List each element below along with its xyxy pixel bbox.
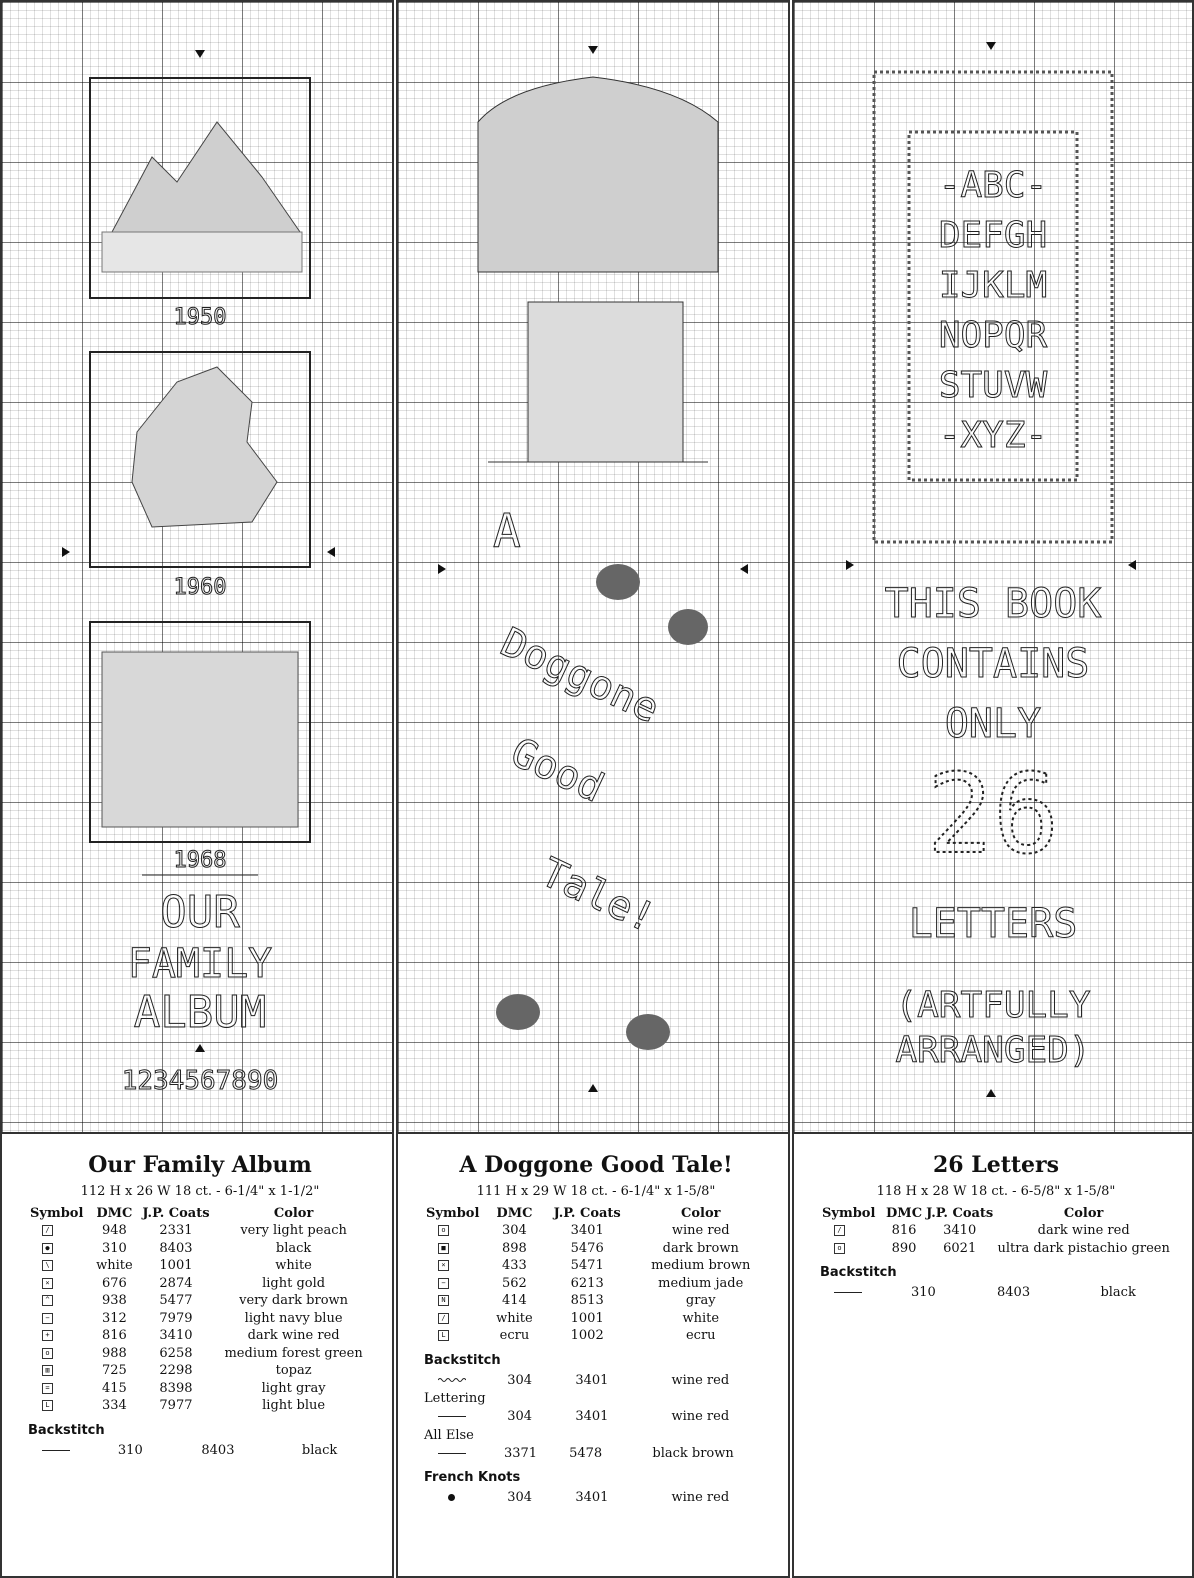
stitch-symbol-icon: / [42, 1225, 53, 1236]
key-title: A Doggone Good Tale! [459, 1152, 733, 1178]
floss-table [424, 1205, 768, 1345]
line-26: 26 [926, 750, 1060, 878]
panel-our-family-album [0, 0, 394, 1578]
dmc-value: 310 [117, 1442, 143, 1458]
stitch-symbol-icon: o [834, 1243, 845, 1254]
year-1950: 1950 [173, 305, 227, 330]
backstitch-line-icon [438, 1453, 466, 1454]
jp-value: 8403 [997, 1285, 1031, 1300]
line-our: OUR [160, 887, 240, 938]
table-row [28, 1442, 372, 1460]
stitch-symbol-icon: × [42, 1278, 53, 1289]
header-dmc: DMC [496, 1206, 533, 1221]
alphabet-line: STUVW [938, 365, 1048, 406]
french-knot-dot-icon [448, 1494, 455, 1501]
color-value: wine red [671, 1490, 730, 1505]
jp-value: 1001 [159, 1258, 193, 1273]
color-value: black [301, 1442, 338, 1458]
alphabet-line: DEFGH [938, 215, 1048, 256]
header-symbol: Symbol [30, 1206, 84, 1221]
dmc-value: 816 [891, 1223, 917, 1238]
dmc-value: 304 [507, 1372, 533, 1388]
center-marker-left [62, 547, 70, 557]
color-value: wine red [671, 1223, 730, 1238]
dmc-value: 938 [101, 1293, 127, 1308]
dmc-value: 304 [507, 1490, 533, 1505]
table-row [424, 1257, 768, 1275]
table-row [28, 1362, 372, 1380]
chart-grid [2, 2, 392, 1134]
floss-table [820, 1205, 1172, 1257]
color-value: black [1100, 1285, 1136, 1300]
dmc-value: white [496, 1310, 533, 1326]
line-only: ONLY [944, 701, 1042, 747]
header-color: Color [273, 1206, 314, 1221]
stitch-symbol-icon: = [42, 1383, 53, 1394]
jp-value: 5471 [570, 1258, 604, 1273]
color-key [794, 1134, 1192, 1576]
french-knots-heading: French Knots [424, 1470, 521, 1485]
pawprint-icon [668, 609, 708, 645]
header-symbol: Symbol [426, 1206, 480, 1221]
jp-value: 2874 [159, 1275, 193, 1291]
jp-value: 8513 [570, 1293, 604, 1308]
color-value: gray [685, 1293, 716, 1308]
table-row [28, 1222, 372, 1240]
dmc-value: 676 [101, 1275, 127, 1291]
dmc-value: 988 [101, 1345, 127, 1361]
table-row [424, 1372, 768, 1390]
line-album: ALBUM [133, 987, 267, 1038]
header-jp: J.P. Coats [553, 1206, 621, 1221]
stitch-symbol-icon: / [834, 1225, 845, 1236]
jp-value: 8403 [201, 1442, 235, 1458]
table-row [28, 1257, 372, 1275]
pawprint-icon [496, 994, 540, 1030]
jp-value: 8398 [159, 1380, 193, 1396]
dmc-value: 890 [891, 1240, 917, 1256]
key-title: Our Family Album [88, 1152, 312, 1178]
line-contains: CONTAINS [896, 641, 1090, 687]
center-marker-right [740, 564, 748, 574]
stitch-symbol-icon: + [42, 1330, 53, 1341]
hearts-motif [102, 652, 298, 827]
jp-value: 7977 [159, 1398, 193, 1413]
stitch-symbol-icon: / [438, 1313, 449, 1324]
color-value: medium jade [658, 1275, 744, 1291]
center-marker-bottom [195, 1044, 205, 1052]
doghouse-motif [528, 302, 683, 462]
stitch-symbol-icon: o [438, 1225, 449, 1236]
center-marker-left [846, 560, 854, 570]
color-value: dark wine red [247, 1328, 340, 1343]
color-value: light gray [261, 1380, 326, 1396]
color-value: topaz [275, 1363, 312, 1378]
mountain-motif [112, 122, 300, 232]
alphabet-line: -XYZ- [938, 415, 1048, 456]
jp-value: 5477 [159, 1293, 193, 1308]
color-value: medium brown [651, 1258, 751, 1273]
jp-value: 3401 [570, 1223, 604, 1238]
floss-rows [424, 1222, 768, 1345]
jp-value: 6258 [159, 1345, 193, 1361]
dmc-value: 562 [502, 1275, 527, 1291]
header-dmc: DMC [886, 1206, 923, 1221]
floss-rows [28, 1222, 372, 1415]
year-1960: 1960 [173, 575, 227, 600]
dmc-value: 310 [101, 1240, 127, 1256]
table-row [28, 1292, 372, 1310]
panel-26-letters [792, 0, 1194, 1578]
key-title: 26 Letters [932, 1152, 1060, 1178]
jp-value: 3410 [159, 1328, 193, 1343]
jp-value: 1002 [570, 1328, 604, 1343]
backstitch-line-icon [438, 1416, 466, 1417]
jp-value: 2331 [159, 1223, 193, 1238]
color-value: very dark brown [239, 1293, 349, 1308]
wavy-line-icon [438, 1377, 466, 1383]
header-symbol: Symbol [822, 1206, 876, 1221]
pawprint-icon [596, 564, 640, 600]
center-marker-top [588, 46, 598, 54]
floss-rows [820, 1222, 1172, 1257]
chart-grid [398, 2, 788, 1134]
alphabet-line: -ABC- [938, 165, 1048, 206]
stitch-symbol-icon: × [438, 1260, 449, 1271]
lettering-label: Lettering [424, 1391, 486, 1406]
chart-our-family-album [2, 2, 392, 1130]
jp-value: 8403 [159, 1240, 193, 1256]
color-value: wine red [671, 1409, 730, 1424]
color-value: very light peach [240, 1223, 347, 1238]
stitch-symbol-icon: o [42, 1348, 53, 1359]
stitch-symbol-icon: N [438, 1295, 449, 1306]
table-row [28, 1240, 372, 1258]
table-row [424, 1489, 768, 1507]
year-1968: 1968 [173, 848, 227, 873]
jp-value: 3401 [575, 1372, 609, 1388]
jp-value: 1001 [570, 1310, 604, 1326]
dmc-value: 312 [101, 1310, 127, 1326]
line-letters: LETTERS [908, 901, 1078, 947]
table-row [28, 1397, 372, 1415]
table-row [424, 1222, 768, 1240]
table-row [820, 1284, 1172, 1302]
backstitch-line-icon [42, 1450, 70, 1451]
color-value: dark brown [662, 1240, 739, 1256]
color-value: medium forest green [224, 1345, 363, 1361]
color-value: black [275, 1240, 312, 1256]
stitch-symbol-icon: − [42, 1313, 53, 1324]
color-key [398, 1134, 788, 1576]
stitch-symbol-icon: L [438, 1330, 449, 1341]
dmc-value: white [96, 1258, 133, 1273]
color-key [2, 1134, 392, 1576]
backstitch-table [424, 1372, 768, 1390]
color-value: ultra dark pistachio green [997, 1240, 1170, 1256]
jp-value: 5478 [569, 1445, 603, 1461]
jp-value: 3401 [575, 1490, 609, 1505]
table-row [28, 1275, 372, 1293]
table-row [28, 1310, 372, 1328]
dmc-value: 334 [101, 1398, 127, 1413]
lettering-table [424, 1408, 768, 1426]
backstitch-table [820, 1284, 1172, 1302]
all-else-table [424, 1445, 768, 1463]
dmc-value: 898 [502, 1240, 527, 1256]
table-row [424, 1292, 768, 1310]
backstitch-heading: Backstitch [820, 1265, 897, 1280]
color-value: wine red [671, 1372, 730, 1388]
key-dimensions: 118 H x 28 W 18 ct. - 6-5/8" x 1-5/8" [876, 1184, 1116, 1199]
lake-motif [102, 232, 302, 272]
backstitch-line-icon [834, 1292, 862, 1293]
all-else-label: All Else [424, 1427, 474, 1443]
chart-grid [794, 2, 1192, 1134]
jp-value: 3410 [943, 1223, 977, 1238]
color-value: white [275, 1258, 312, 1273]
pawprint-icon [626, 1014, 670, 1050]
key-dimensions: 112 H x 26 W 18 ct. - 6-1/4" x 1-1/2" [80, 1184, 320, 1199]
line-arranged: ARRANGED) [895, 1030, 1091, 1071]
center-marker-bottom [588, 1084, 598, 1092]
dmc-value: 304 [507, 1409, 533, 1424]
stitch-symbol-icon: \ [42, 1260, 53, 1271]
dmc-value: 415 [101, 1380, 127, 1396]
chart-26-letters [794, 2, 1192, 1130]
table-row [424, 1240, 768, 1258]
center-marker-top [195, 50, 205, 58]
jp-value: 5476 [570, 1240, 604, 1256]
line-good: Good [503, 729, 611, 812]
dmc-value: 816 [101, 1328, 127, 1343]
table-row [424, 1310, 768, 1328]
stitch-symbol-icon: ■ [438, 1243, 449, 1254]
jp-value: 3401 [575, 1409, 609, 1424]
line-doggone: Doggone [493, 619, 666, 733]
stitch-symbol-icon: L [42, 1400, 53, 1411]
chart-doggone-good-tale [398, 2, 788, 1130]
alphabet-line: NOPQR [938, 315, 1048, 356]
bird-motif [132, 367, 277, 527]
jp-value: 2298 [159, 1363, 193, 1378]
color-value: light blue [262, 1398, 326, 1413]
dmc-value: 725 [101, 1363, 127, 1378]
dmc-value: 414 [502, 1293, 527, 1308]
dmc-value: 304 [502, 1223, 527, 1238]
table-row [820, 1222, 1172, 1240]
center-marker-bottom [986, 1089, 996, 1097]
stitch-symbol-icon: ^ [42, 1295, 53, 1306]
stitch-symbol-icon: ● [42, 1243, 53, 1254]
jp-value: 6213 [570, 1275, 604, 1291]
tree-motif [478, 77, 718, 272]
table-row [424, 1445, 768, 1463]
header-jp: J.P. Coats [926, 1206, 994, 1221]
dmc-value: 948 [101, 1223, 127, 1238]
color-value: white [682, 1310, 720, 1326]
floss-table [28, 1205, 372, 1415]
table-row [28, 1327, 372, 1345]
header-dmc: DMC [96, 1206, 133, 1221]
center-marker-top [986, 42, 996, 50]
backstitch-heading: Backstitch [424, 1352, 501, 1368]
table-row [820, 1240, 1172, 1258]
dmc-value: ecru [499, 1328, 530, 1343]
dmc-value: 433 [502, 1258, 527, 1273]
table-row [28, 1380, 372, 1398]
center-marker-right [327, 547, 335, 557]
panel-doggone-good-tale [396, 0, 790, 1578]
color-value: light gold [262, 1275, 326, 1291]
color-value: dark wine red [1037, 1223, 1130, 1238]
numbers-line: 1234567890 [121, 1066, 279, 1096]
jp-value: 6021 [943, 1240, 977, 1256]
header-color: Color [1063, 1206, 1104, 1221]
line-a: A [493, 504, 521, 558]
center-marker-left [438, 564, 446, 574]
line-this-book: THIS BOOK [884, 581, 1102, 627]
color-value: ecru [685, 1328, 716, 1343]
color-value: light navy blue [244, 1310, 343, 1326]
backstitch-table [28, 1442, 372, 1460]
stitch-symbol-icon: ▥ [42, 1365, 53, 1376]
table-row [424, 1327, 768, 1345]
header-jp: J.P. Coats [142, 1206, 210, 1221]
table-row [424, 1408, 768, 1426]
header-color: Color [681, 1206, 721, 1221]
key-dimensions: 111 H x 29 W 18 ct. - 6-1/4" x 1-5/8" [476, 1184, 716, 1199]
stitch-symbol-icon: − [438, 1278, 449, 1289]
color-value: black brown [652, 1445, 734, 1461]
backstitch-heading: Backstitch [28, 1422, 105, 1438]
line-family: FAMILY [127, 941, 273, 987]
alphabet-line: IJKLM [938, 265, 1048, 306]
table-row [424, 1275, 768, 1293]
table-row [28, 1345, 372, 1363]
dmc-value: 310 [911, 1285, 936, 1300]
line-tale: Tale! [533, 849, 663, 942]
jp-value: 7979 [159, 1310, 193, 1326]
center-marker-right [1128, 560, 1136, 570]
french-knots-table [424, 1489, 768, 1507]
line-artfully: (ARTFULLY [895, 985, 1091, 1026]
dmc-value: 3371 [503, 1445, 538, 1461]
